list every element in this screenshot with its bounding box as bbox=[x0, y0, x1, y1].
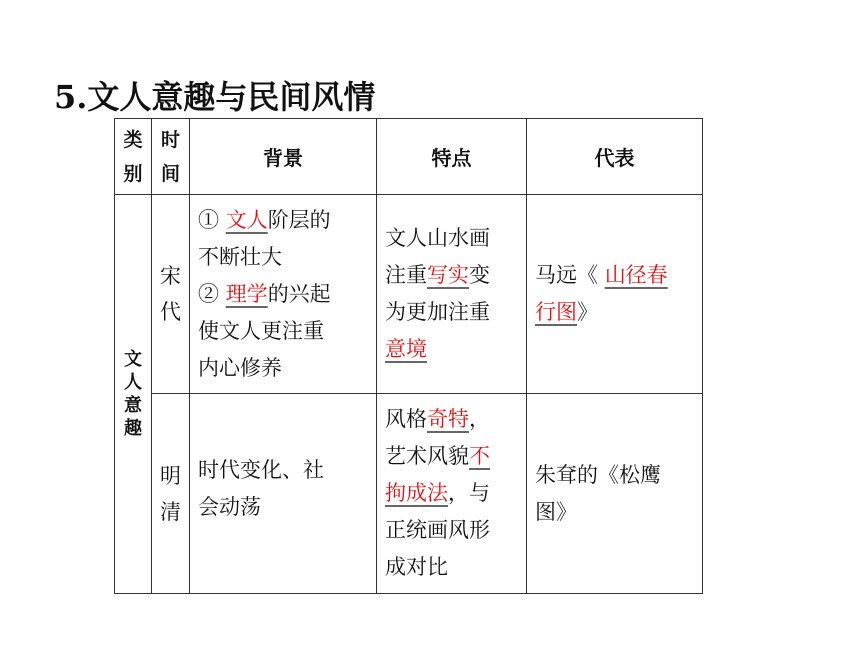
header-category-line1: 类 bbox=[123, 128, 143, 151]
features-cell bbox=[377, 394, 527, 594]
line-text: 为更加注重 bbox=[385, 300, 490, 324]
line-text: 时代变化、社 bbox=[198, 458, 324, 482]
page-title: 5.文人意趣与民间风情 bbox=[54, 78, 376, 116]
cell-line bbox=[385, 257, 518, 294]
answer-text: 行图 bbox=[535, 300, 577, 324]
cell-line bbox=[198, 452, 368, 489]
answer-text: 不 bbox=[469, 444, 490, 468]
cell-line bbox=[385, 331, 518, 368]
cell-line bbox=[385, 512, 518, 549]
table-row bbox=[115, 195, 703, 394]
cell-line bbox=[535, 494, 694, 531]
header-row bbox=[115, 119, 703, 195]
category-char: 意 bbox=[124, 395, 142, 416]
background-cell bbox=[190, 394, 377, 594]
cell-line bbox=[198, 350, 368, 387]
category-char: 趣 bbox=[124, 418, 142, 439]
answer-text: 写实 bbox=[427, 263, 469, 287]
header-period-line2: 间 bbox=[160, 162, 180, 185]
category-char: 文 bbox=[124, 349, 142, 370]
line-text: ② bbox=[198, 281, 226, 306]
background-cell bbox=[190, 195, 377, 394]
header-representative: 代表 bbox=[527, 119, 703, 195]
line-text: 内心修养 bbox=[198, 355, 282, 380]
cell-line bbox=[535, 294, 694, 331]
representative-cell bbox=[527, 394, 703, 594]
info-table bbox=[114, 118, 703, 594]
cell-line bbox=[198, 489, 368, 526]
period-char: 代 bbox=[160, 300, 181, 324]
line-text: 成对比 bbox=[385, 555, 448, 579]
table-row bbox=[115, 394, 703, 594]
line-text: ，与 bbox=[448, 481, 490, 505]
line-text: ， bbox=[469, 407, 490, 431]
line-text: 会动荡 bbox=[198, 495, 261, 519]
category-cell bbox=[115, 195, 152, 594]
cell-line bbox=[385, 401, 518, 438]
line-text: 使文人更注重 bbox=[198, 318, 324, 343]
period-cell bbox=[152, 394, 190, 594]
cell-line bbox=[198, 313, 368, 350]
line-text: 风格 bbox=[385, 407, 427, 431]
line-text: 不断壮大 bbox=[198, 244, 282, 269]
line-text: 文人山水画 bbox=[385, 226, 490, 250]
cell-line bbox=[385, 220, 518, 257]
line-text: 》 bbox=[577, 300, 598, 324]
cell-line bbox=[535, 257, 694, 294]
line-text: 变 bbox=[469, 263, 490, 287]
cell-line bbox=[385, 549, 518, 586]
period-cell bbox=[152, 195, 190, 394]
header-period bbox=[152, 119, 190, 195]
period-char: 明 bbox=[160, 463, 181, 488]
line-text: 的兴起 bbox=[267, 281, 331, 306]
header-features: 特点 bbox=[377, 119, 527, 195]
line-text: 艺术风貌 bbox=[385, 444, 469, 468]
answer-text: 奇特 bbox=[427, 407, 469, 431]
cell-line bbox=[535, 457, 694, 494]
line-text: 注重 bbox=[385, 263, 427, 287]
answer-text: 文人 bbox=[225, 207, 268, 232]
cell-line bbox=[385, 438, 518, 475]
line-text: 马远《 bbox=[535, 263, 605, 287]
line-text: 正统画风形 bbox=[385, 518, 490, 542]
features-cell bbox=[377, 195, 527, 394]
line-text: ① bbox=[198, 207, 226, 232]
answer-text: 理学 bbox=[225, 281, 268, 306]
cell-line bbox=[198, 239, 368, 276]
header-background: 背景 bbox=[190, 119, 377, 195]
line-text: 阶层的 bbox=[267, 207, 331, 232]
line-text: 朱耷的《松鹰 bbox=[535, 462, 661, 487]
category-char: 人 bbox=[124, 372, 142, 393]
cell-line bbox=[198, 202, 368, 239]
line-text: 图》 bbox=[535, 499, 577, 524]
period-char: 清 bbox=[160, 499, 181, 524]
answer-text: 拘成法 bbox=[385, 481, 448, 505]
cell-line bbox=[385, 294, 518, 331]
period-char: 宋 bbox=[160, 264, 181, 288]
representative-cell bbox=[527, 195, 703, 394]
answer-text: 山径春 bbox=[604, 263, 668, 287]
cell-line bbox=[198, 276, 368, 313]
answer-text: 意境 bbox=[385, 337, 427, 361]
cell-line bbox=[385, 475, 518, 512]
header-category bbox=[115, 119, 152, 195]
header-category-line2: 别 bbox=[123, 162, 143, 185]
header-period-line1: 时 bbox=[160, 128, 180, 151]
